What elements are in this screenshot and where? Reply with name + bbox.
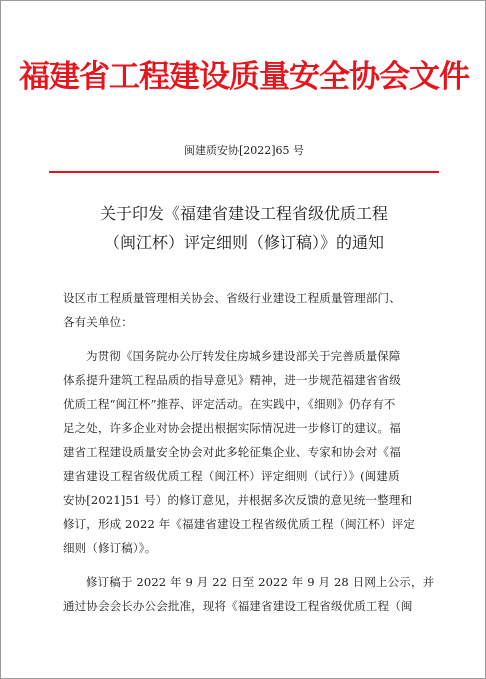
paragraph-1-line-4: 足之处，许多企业对协会提出根据实际情况进一步修订的建议。福	[63, 421, 401, 435]
paragraph-1-line-3: 优质工程“闽江杯”推荐、评定活动。在实践中，《细则》仍存有不	[63, 397, 396, 411]
header-red-rule	[49, 171, 439, 173]
notice-title-line-2: （闽江杯）评定细则（修订稿）》的通知	[103, 233, 384, 252]
paragraph-1-line-2: 体系提升建筑工程品质的指导意见》精神，进一步规范福建省省级	[63, 373, 401, 387]
notice-title-line-1: 关于印发《福建省建设工程省级优质工程	[99, 204, 388, 223]
paragraph-1-line-8: 修订，形成 2022 年《福建省建设工程省级优质工程（闽江杯）评定	[63, 517, 416, 531]
document-number: 闽建质安协[2022]65 号	[183, 144, 305, 157]
paragraph-1-line-6: 建省建设工程省级优质工程（闽江杯）评定细则（试行）》(闽建质	[63, 469, 400, 483]
paragraph-2-line-1: 修订稿于 2022 年 9 月 22 日至 2022 年 9 月 28 日网上公示，并	[86, 575, 435, 589]
paragraph-1-line-5: 建省工程建设质量安全协会对此多轮征集企业、专家和协会对《福	[63, 445, 401, 459]
paragraph-2-line-2: 通过协会会长办公会批准，现将《福建省建设工程省级优质工程（闽	[63, 599, 413, 613]
paragraph-1-line-7: 安协[2021]51 号）的修订意见，并根据多次反馈的意见统一整理和	[63, 493, 413, 507]
paragraph-1-line-9: 细则（修订稿）》。	[63, 541, 157, 555]
addressee-line-2: 各有关单位：	[63, 315, 133, 329]
addressee-line-1: 设区市工程质量管理相关协会、省级行业建设工程质量管理部门、	[63, 291, 401, 305]
document-header-title: 福建省工程建设质量安全协会文件	[19, 59, 469, 95]
paragraph-1-line-1: 为贯彻《国务院办公厅转发住房城乡建设部关于完善质量保障	[86, 349, 401, 363]
